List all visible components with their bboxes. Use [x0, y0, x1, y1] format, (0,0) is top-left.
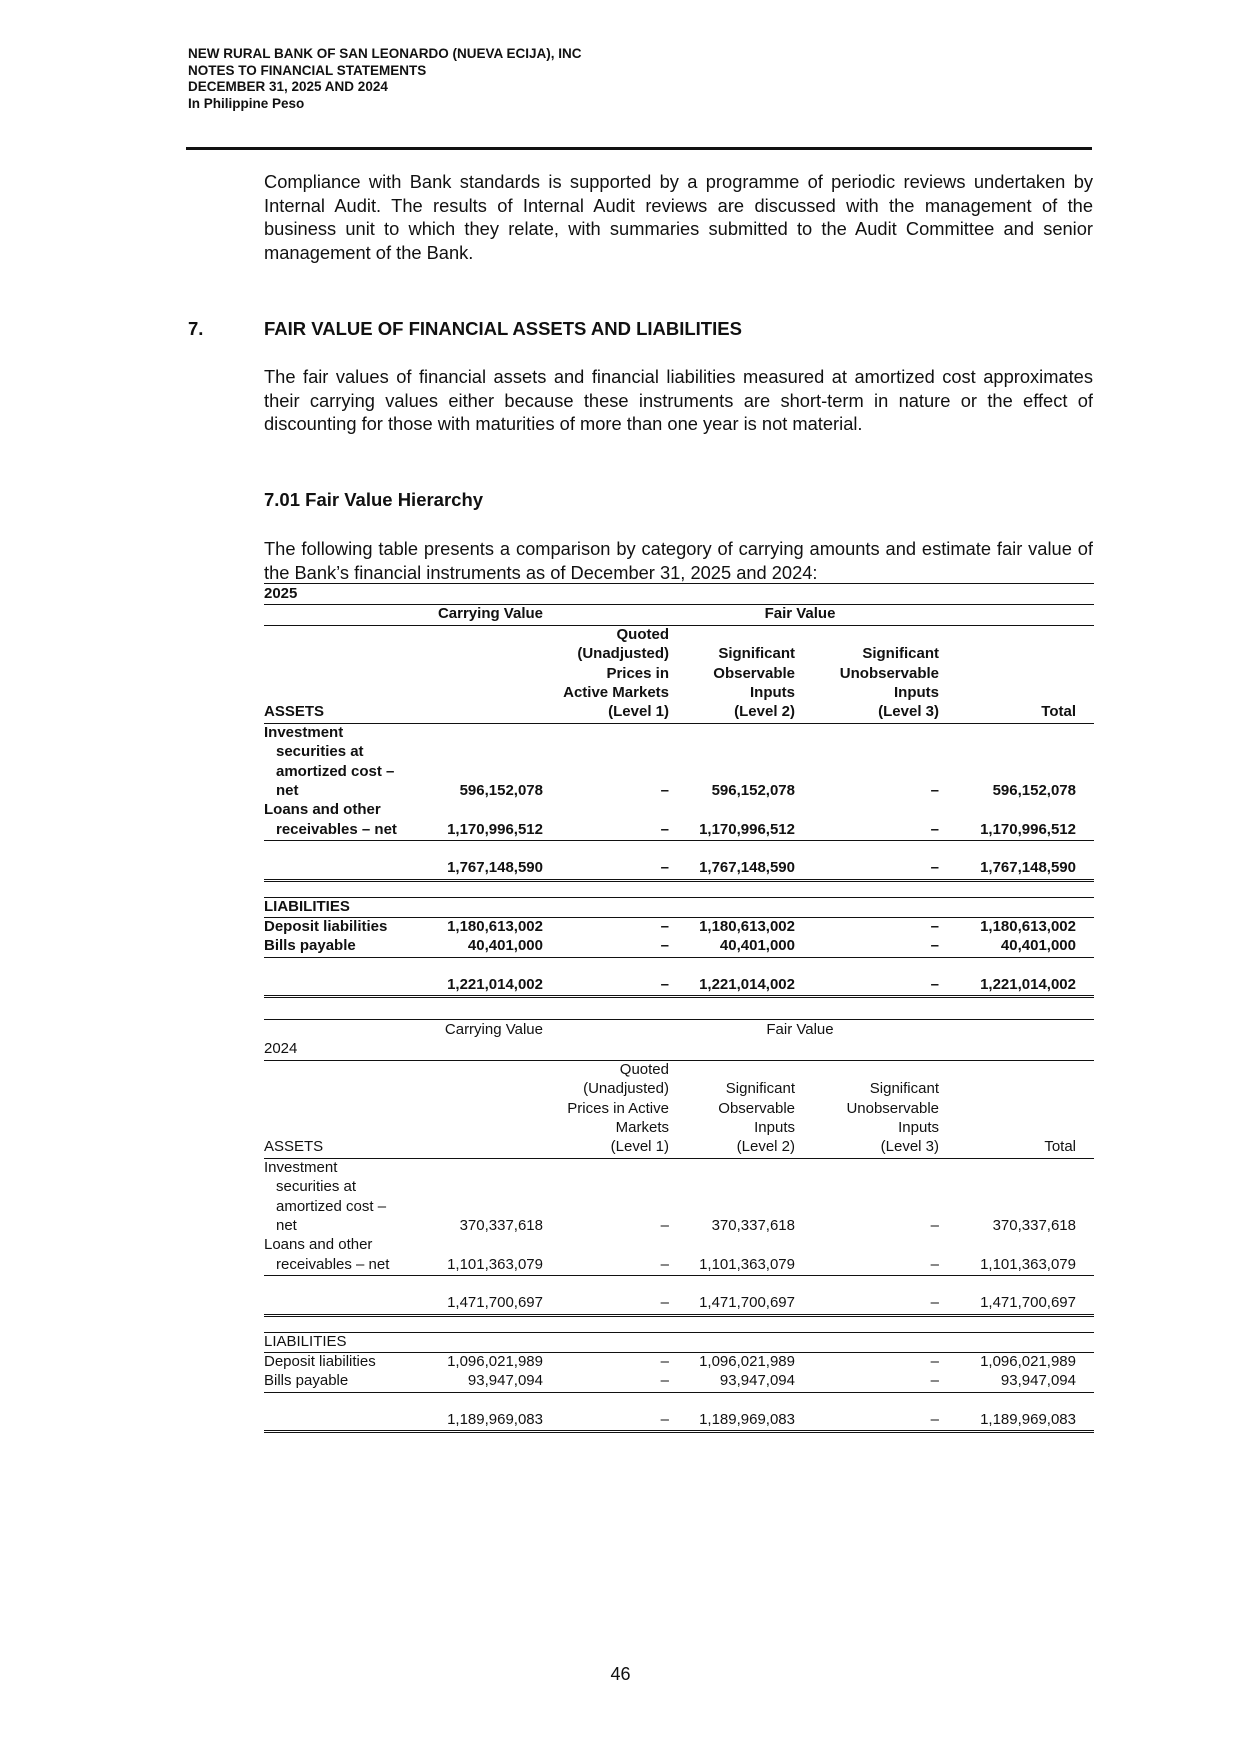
level2-cell: 1,170,996,512	[699, 820, 795, 838]
assets-total-rule-1	[264, 1314, 1094, 1315]
page-number: 46	[610, 1664, 631, 1684]
col-level3-header: Inputs	[898, 1119, 939, 1136]
carrying-value-cell: 93,947,094	[467, 1372, 543, 1390]
total-cell: 40,401,000	[1000, 937, 1076, 955]
row-label: securities at	[276, 743, 364, 761]
col-total-header: Total	[1044, 1138, 1076, 1156]
col-level1-header: Markets	[615, 1119, 669, 1136]
level2-cell: 1,096,021,989	[699, 1353, 795, 1370]
total-cell: 596,152,078	[992, 782, 1076, 799]
row-label: net	[276, 782, 299, 799]
liabilities-label: LIABILITIES	[264, 897, 350, 915]
intro-paragraph: Compliance with Bank standards is supported by a programme of periodic reviews undertaken by Internal Audit. The results of Internal Audit reviews are discussed with the management of the business unit to which they relate, with summaries submitted to the Audit Committee and senior management of the Bank.	[264, 171, 1093, 263]
level3-cell: –	[930, 1217, 939, 1234]
col-level2-header: Significant	[718, 645, 795, 663]
assets-total-rule-2	[264, 1316, 1094, 1317]
col-level1-header: Prices in	[606, 664, 669, 682]
row-label: amortized cost –	[276, 762, 395, 780]
col-level3-header: (Level 3)	[880, 1138, 939, 1156]
row-label: Bills payable	[264, 1372, 349, 1390]
level2-cell: 93,947,094	[719, 1372, 795, 1390]
header-underline	[444, 723, 1094, 724]
section-title: FAIR VALUE OF FINANCIAL ASSETS AND LIABILITIES	[264, 318, 742, 339]
assets-total-l3: –	[930, 859, 939, 877]
heading-rule	[264, 625, 1094, 626]
col-level2-header: (Level 2)	[734, 703, 795, 721]
carrying-value-cell: 1,096,021,989	[447, 1353, 543, 1370]
level2-cell: 1,180,613,002	[699, 918, 795, 935]
assets-sum-rule	[264, 1275, 1094, 1276]
total-cell: 370,337,618	[992, 1217, 1076, 1234]
liabilities-top-rule	[264, 1332, 1094, 1333]
col-level3-header: Significant	[862, 645, 939, 663]
carrying-value-cell: 40,401,000	[467, 937, 543, 955]
header-rule	[186, 147, 1092, 150]
level2-cell: 1,101,363,079	[699, 1255, 795, 1273]
col-level1-header: (Level 1)	[608, 703, 669, 721]
row-label: amortized cost –	[276, 1197, 387, 1215]
liabilities-total-l3: –	[930, 975, 939, 993]
liabilities-total-rule-1	[264, 1430, 1094, 1431]
col-level1-header: Quoted	[616, 625, 669, 643]
liabilities-total-cv: 1,189,969,083	[447, 1410, 543, 1428]
level2-cell: 596,152,078	[711, 782, 795, 799]
level1-cell: –	[660, 1353, 669, 1370]
liabilities-total-l1: –	[660, 1410, 669, 1428]
col-level1-header: (Level 1)	[610, 1138, 669, 1156]
carrying-value-cell: 1,180,613,002	[447, 918, 543, 935]
section-paragraph: The fair values of financial assets and financial liabilities measured at amortized cost approximates their carrying values either because these instruments are short-term in nature or the effect of discounting for those with maturities of more than one year is not material.	[264, 366, 1093, 434]
col-level2-header: Inputs	[750, 684, 795, 701]
col-total-header: Total	[1041, 703, 1076, 721]
assets-sum-rule	[264, 840, 1094, 841]
level1-cell: –	[660, 820, 669, 838]
col-level3-header: (Level 3)	[878, 703, 939, 721]
level3-cell: –	[930, 1353, 939, 1370]
assets-label: ASSETS	[264, 1138, 324, 1156]
level1-cell: –	[660, 1372, 669, 1390]
header-notes-title: NOTES TO FINANCIAL STATEMENTS	[188, 62, 427, 78]
level3-cell: –	[930, 918, 939, 935]
col-level3-header: Unobservable	[846, 1099, 939, 1117]
assets-total-cv: 1,767,148,590	[447, 859, 543, 877]
col-level1-header: Quoted	[619, 1060, 669, 1078]
liabilities-total-rule-2	[264, 997, 1094, 998]
total-cell: 1,096,021,989	[980, 1353, 1076, 1370]
col-level3-header: Inputs	[894, 684, 939, 701]
col-level1-header: Prices in Active	[567, 1099, 669, 1117]
assets-total-rule-2	[264, 881, 1094, 882]
row-label: Loans and other	[264, 801, 381, 819]
col-level2-header: Significant	[725, 1080, 795, 1098]
assets-total-l2: 1,471,700,697	[699, 1294, 795, 1312]
col-level3-header: Unobservable	[839, 664, 939, 682]
header-underline	[444, 1158, 1094, 1159]
subsection-title: 7.01 Fair Value Hierarchy	[264, 489, 484, 510]
liabilities-total-l2: 1,189,969,083	[699, 1410, 795, 1428]
col-level1-header: (Unadjusted)	[577, 645, 669, 663]
row-label: Deposit liabilities	[264, 1353, 376, 1370]
col-level1-header: Active Markets	[563, 684, 669, 701]
table-year: 2024	[264, 1040, 298, 1058]
fair-value-heading: Fair Value	[766, 1021, 834, 1038]
col-level2-header: Observable	[713, 664, 795, 682]
assets-total-total: 1,471,700,697	[980, 1294, 1076, 1312]
row-label: net	[276, 1217, 297, 1234]
total-cell: 1,101,363,079	[980, 1255, 1076, 1273]
header-currency: In Philippine Peso	[188, 95, 305, 111]
assets-total-l1: –	[660, 1294, 669, 1312]
table-year: 2025	[264, 585, 298, 602]
fair-value-heading: Fair Value	[764, 605, 836, 623]
level3-cell: –	[930, 820, 939, 838]
liabilities-sum-rule	[264, 957, 1094, 958]
liabilities-label-rule	[264, 917, 1094, 918]
total-cell: 1,170,996,512	[980, 820, 1076, 838]
assets-total-l3: –	[930, 1294, 939, 1312]
row-label: Investment	[264, 1158, 338, 1176]
level2-cell: 40,401,000	[719, 937, 795, 955]
total-cell: 93,947,094	[1000, 1372, 1076, 1390]
liabilities-total-cv: 1,221,014,002	[447, 975, 543, 993]
carrying-value-heading: Carrying Value	[437, 605, 543, 623]
assets-total-cv: 1,471,700,697	[447, 1294, 543, 1312]
carrying-value-cell: 370,337,618	[459, 1217, 543, 1234]
level3-cell: –	[930, 1255, 939, 1273]
assets-total-rule-1	[264, 879, 1094, 880]
level3-cell: –	[930, 1372, 939, 1390]
header-date: DECEMBER 31, 2025 AND 2024	[188, 79, 388, 94]
row-label: receivables – net	[276, 820, 397, 838]
level1-cell: –	[660, 918, 669, 935]
table-intro: The following table presents a comparison by category of carrying amounts and estimate fair value of the Bank’s financial instruments as of December 31, 2025 and 2024:	[264, 538, 1093, 583]
liabilities-label-rule	[264, 1352, 1094, 1353]
row-label: receivables – net	[276, 1255, 390, 1273]
section-number: 7.	[188, 318, 204, 339]
carrying-value-heading: Carrying Value	[444, 1021, 543, 1038]
liabilities-top-rule	[264, 897, 1094, 898]
row-label: Bills payable	[264, 937, 356, 955]
table-top-rule	[264, 583, 1094, 584]
assets-label: ASSETS	[264, 703, 325, 721]
level1-cell: –	[660, 782, 669, 799]
liabilities-total-rule-2	[264, 1432, 1094, 1433]
liabilities-sum-rule	[264, 1392, 1094, 1393]
row-label: Loans and other	[264, 1236, 373, 1254]
header-bank-name: NEW RURAL BANK OF SAN LEONARDO (NUEVA ECIJA), INC	[188, 46, 582, 61]
liabilities-total-l3: –	[930, 1410, 939, 1428]
heading-rule	[264, 1060, 1094, 1061]
total-cell: 1,180,613,002	[980, 918, 1076, 935]
assets-total-l1: –	[660, 859, 669, 877]
assets-total-total: 1,767,148,590	[980, 859, 1076, 877]
liabilities-total-l1: –	[660, 975, 669, 993]
level1-cell: –	[660, 1217, 669, 1234]
level2-cell: 370,337,618	[711, 1217, 795, 1234]
col-level1-header: (Unadjusted)	[583, 1080, 669, 1098]
liabilities-total-total: 1,189,969,083	[980, 1410, 1076, 1428]
row-label: Deposit liabilities	[264, 918, 388, 935]
carrying-value-cell: 1,101,363,079	[447, 1255, 543, 1273]
col-level2-header: (Level 2)	[736, 1138, 795, 1156]
level1-cell: –	[660, 937, 669, 955]
level1-cell: –	[660, 1255, 669, 1273]
level3-cell: –	[930, 782, 939, 799]
col-level2-header: Observable	[718, 1099, 795, 1117]
liabilities-total-l2: 1,221,014,002	[699, 975, 795, 993]
col-level3-header: Significant	[869, 1080, 939, 1098]
col-level2-header: Inputs	[754, 1119, 795, 1136]
document-header	[188, 46, 582, 112]
liabilities-total-rule-1	[264, 995, 1094, 996]
level3-cell: –	[930, 937, 939, 955]
liabilities-label: LIABILITIES	[264, 1332, 347, 1350]
row-label: Investment	[264, 723, 344, 741]
table-top-rule	[264, 1019, 1094, 1020]
row-label: securities at	[276, 1178, 357, 1196]
carrying-value-cell: 596,152,078	[459, 782, 543, 799]
liabilities-total-total: 1,221,014,002	[980, 975, 1076, 993]
assets-total-l2: 1,767,148,590	[699, 859, 795, 877]
carrying-value-cell: 1,170,996,512	[447, 820, 543, 838]
